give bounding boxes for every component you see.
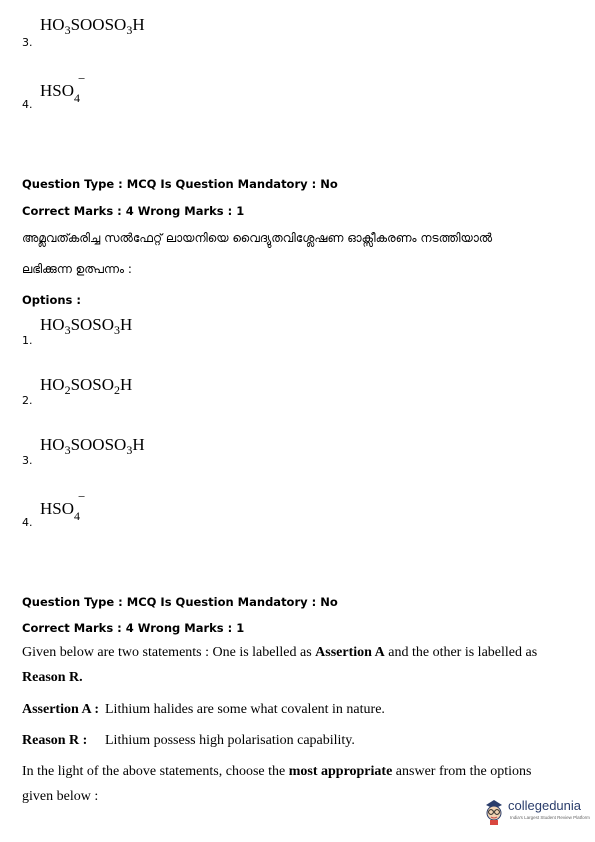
reason-text: Lithium possess high polarisation capability. xyxy=(105,733,355,748)
q1-option-3-formula: $HO_3SOOSO_3H$ xyxy=(40,435,145,457)
q1-option-2-number: 2. xyxy=(22,394,33,407)
q1-option-1-number: 1. xyxy=(22,334,33,347)
q1-marks-line: Correct Marks : 4 Wrong Marks : 1 xyxy=(22,204,245,218)
q1-option-4-number: 4. xyxy=(22,516,33,529)
assertion-label: Assertion A : xyxy=(22,702,99,717)
q1-option-4-formula: $HSO_4$ − xyxy=(40,489,86,523)
q2-light-line2: given below : xyxy=(22,789,99,804)
reason-label: Reason R : xyxy=(22,733,88,748)
q1-type-line: Question Type : MCQ Is Question Mandatory : No xyxy=(22,177,338,191)
top-option-4-number: 4. xyxy=(22,98,33,111)
logo-tagline: India's Largest Student Review Platform xyxy=(510,815,590,820)
assertion-text: Lithium halides are some what covalent in nature. xyxy=(105,702,385,717)
top-option-3-formula: $HO_3SOOSO_3H$ xyxy=(40,15,145,37)
q1-text-line1: അമ്ലവത്കരിച്ച സൽഫേറ്റ് ലായനിയെ വൈദ്യുതവിശ്ലേഷണ ഓക്സീകരണം നടത്തിയാൽ xyxy=(22,231,493,245)
collegedunia-logo xyxy=(481,794,590,828)
q2-intro-line2: Reason R. xyxy=(22,670,83,685)
q2-light-line1: In the light of the above statements, choose the most appropriate answer from the options xyxy=(22,764,532,779)
q1-text-line2: ലഭിക്കുന്ന ഉത്പന്നം : xyxy=(22,262,132,276)
q1-option-3-number: 3. xyxy=(22,454,33,467)
top-option-4-formula: $HSO_4$ − xyxy=(40,71,86,105)
q1-options-label: Options : xyxy=(22,293,81,307)
q1-option-2-formula: $HO_2SOSO_2H$ xyxy=(40,375,133,397)
top-option-3-number: 3. xyxy=(22,36,33,49)
mascot-icon xyxy=(481,796,507,826)
q2-type-line: Question Type : MCQ Is Question Mandatory : No xyxy=(22,595,338,609)
logo-name: collegedunia xyxy=(508,798,582,813)
q2-marks-line: Correct Marks : 4 Wrong Marks : 1 xyxy=(22,621,245,635)
q2-intro-line1: Given below are two statements : One is labelled as Assertion A and the other is labelled as xyxy=(22,645,538,660)
q1-option-1-formula: $HO_3SOSO_3H$ xyxy=(40,315,133,337)
